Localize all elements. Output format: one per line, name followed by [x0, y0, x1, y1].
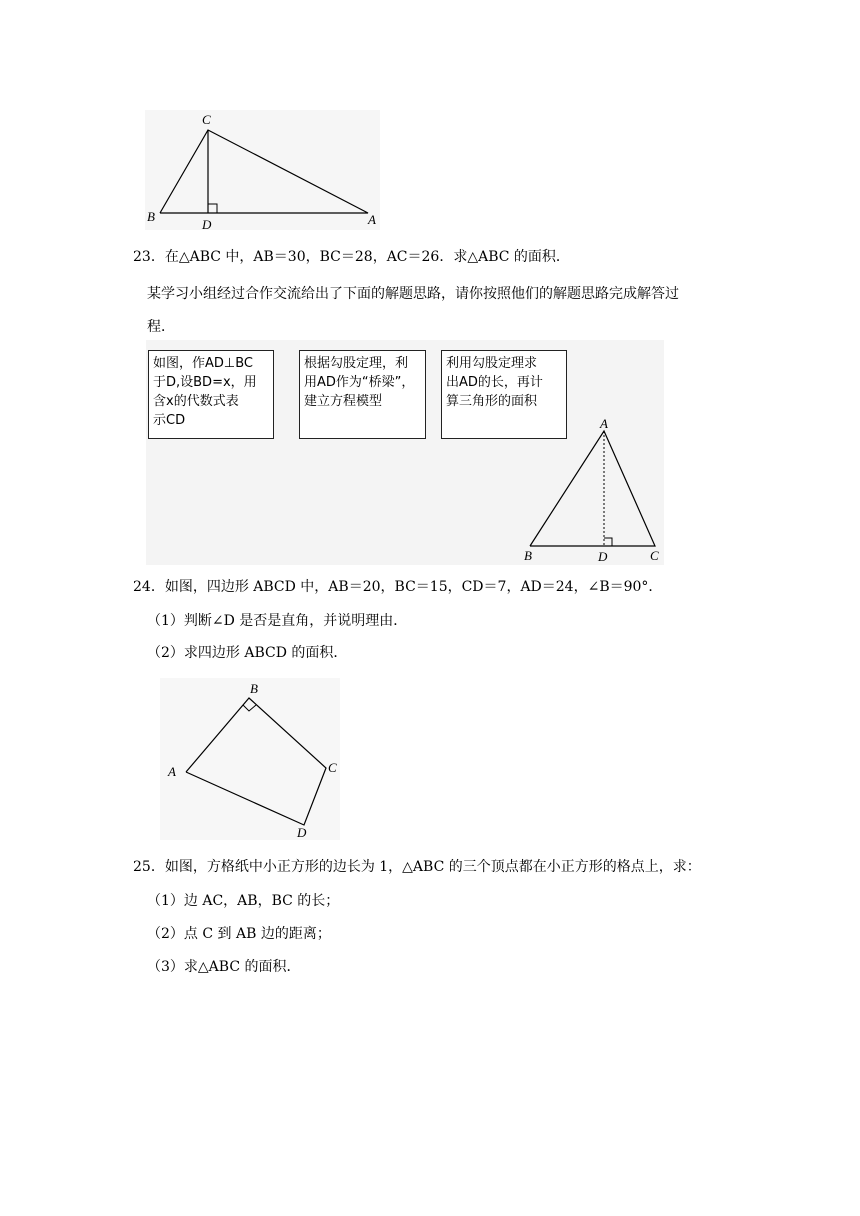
fig2-label-a: A	[600, 416, 608, 431]
q24-statement: 24．如图，四边形 ABCD 中，AB＝20，BC＝15，CD＝7，AD＝24，∠B＝90°．	[133, 579, 663, 595]
fig1-label-a: A	[368, 212, 376, 227]
q23-intro-cont: 程．	[147, 319, 175, 335]
fig3-label-d: D	[297, 825, 307, 840]
fig1-label-d: D	[202, 217, 212, 232]
fig1-label-c: C	[202, 112, 211, 127]
hint-box-3-line: 算三角形的面积	[446, 394, 538, 409]
fig1-label-b: B	[147, 209, 155, 224]
hint-box-1	[148, 350, 274, 439]
q24-item-2: （2）求四边形 ABCD 的面积．	[147, 645, 348, 661]
fig3-label-c: C	[328, 760, 337, 775]
fig2-label-d: D	[598, 549, 608, 564]
fig2-label-c: C	[650, 548, 659, 563]
hint-box-3-line: 出AD的长，再计	[446, 375, 543, 390]
q25-item-1: （1）边 AC，AB，BC 的长；	[147, 893, 340, 909]
q23-statement: 23．在△ABC 中，AB＝30，BC＝28，AC＝26．求△ABC 的面积．	[133, 249, 570, 265]
triangle-figure-2	[515, 415, 665, 565]
hint-box-1-line: 如图，作AD⊥BC	[153, 356, 253, 371]
hint-box-1-line: 于D,设BD=x，用	[153, 375, 257, 390]
q25-item-2: （2）点 C 到 AB 边的距离；	[147, 926, 331, 942]
hint-box-2-line: 用AD作为“桥梁”，	[304, 375, 415, 390]
hint-box-3-line: 利用勾股定理求	[446, 356, 538, 371]
hint-box-2	[299, 350, 426, 439]
q25-statement: 25．如图，方格纸中小正方形的边长为 1，△ABC 的三个顶点都在小正方形的格点上，求：	[133, 859, 701, 875]
hint-box-2-line: 根据勾股定理，利	[304, 356, 409, 371]
q23-intro: 某学习小组经过合作交流给出了下面的解题思路，请你按照他们的解题思路完成解答过	[147, 286, 679, 302]
q25-item-3: （3）求△ABC 的面积．	[147, 959, 301, 975]
hint-box-1-line: 含x的代数式表	[153, 394, 239, 409]
hint-box-2-line: 建立方程模型	[304, 394, 383, 409]
quadrilateral-figure	[160, 678, 340, 840]
q24-item-1: （1）判断∠D 是否是直角，并说明理由．	[147, 613, 408, 629]
fig3-label-a: A	[168, 764, 176, 779]
triangle-figure-1	[140, 105, 385, 233]
fig2-label-b: B	[524, 548, 532, 563]
fig3-label-b: B	[250, 681, 258, 696]
hint-box-1-line: 示CD	[153, 413, 186, 428]
